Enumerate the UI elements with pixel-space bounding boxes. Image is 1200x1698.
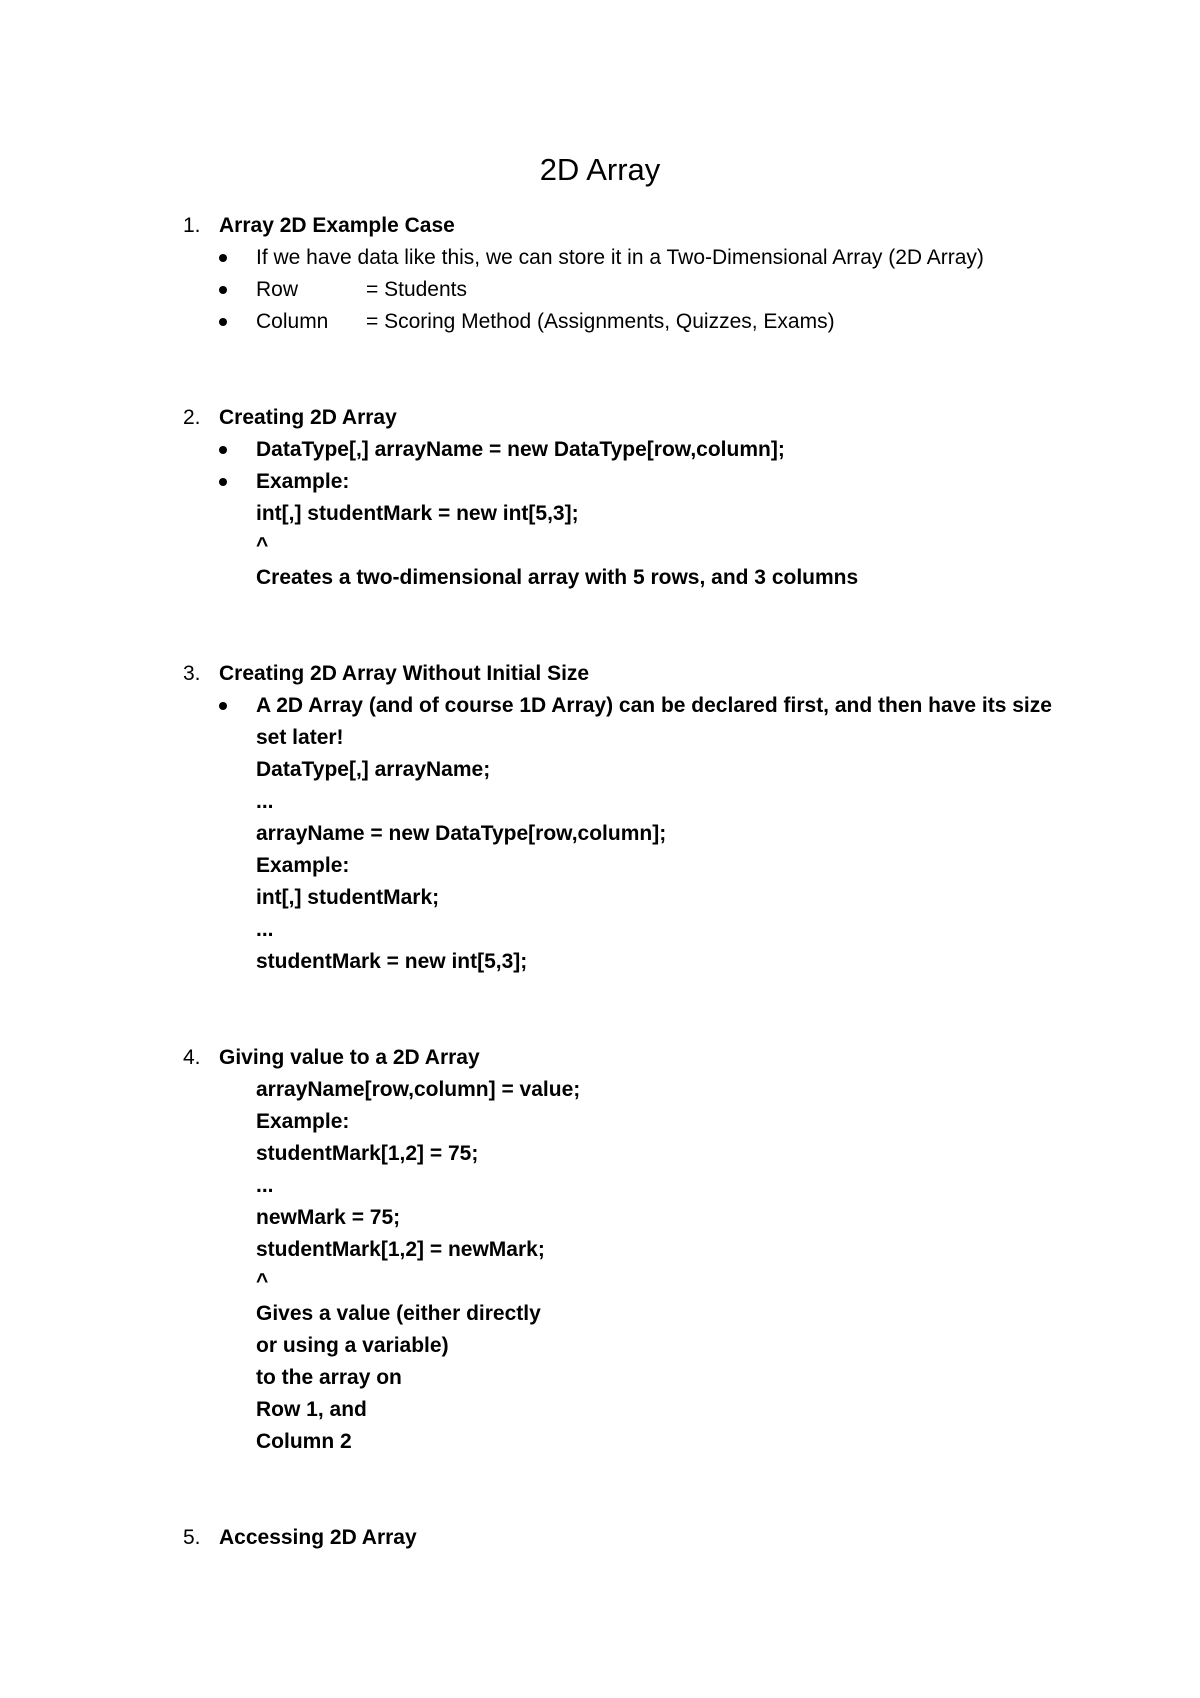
- bullet-icon: [219, 286, 227, 294]
- section-5-number: 5.: [183, 1526, 201, 1549]
- row-value: = Students: [366, 278, 467, 301]
- section-4-line: ^: [256, 1270, 269, 1293]
- section-4-line: to the array on: [256, 1366, 402, 1389]
- section-2-bullet-1: DataType[,] arrayName = new DataType[row,column];: [256, 438, 785, 461]
- section-1-bullet-2: [256, 274, 467, 306]
- section-4-line: Row 1, and: [256, 1398, 367, 1421]
- section-1-bullet-3: [256, 306, 835, 338]
- section-3-line: set later!: [256, 726, 344, 749]
- section-4-line: Example:: [256, 1110, 350, 1133]
- section-3-line: DataType[,] arrayName;: [256, 758, 491, 781]
- section-3-heading: Creating 2D Array Without Initial Size: [219, 662, 590, 685]
- section-3-line: ...: [256, 918, 274, 941]
- bullet-icon: [219, 446, 227, 454]
- section-3-line: int[,] studentMark;: [256, 886, 440, 909]
- row-label: Row: [256, 278, 299, 301]
- section-4-line: or using a variable): [256, 1334, 449, 1357]
- section-2-line: int[,] studentMark = new int[5,3];: [256, 502, 579, 525]
- section-2-heading: Creating 2D Array: [219, 406, 397, 429]
- section-1-number: 1.: [183, 214, 201, 237]
- section-4-line: arrayName[row,column] = value;: [256, 1078, 581, 1101]
- section-4-number: 4.: [183, 1046, 201, 1069]
- section-4-line: Gives a value (either directly: [256, 1302, 541, 1325]
- section-3-number: 3.: [183, 662, 201, 685]
- document-title: 2D Array: [539, 152, 661, 187]
- section-4-line: studentMark[1,2] = newMark;: [256, 1238, 545, 1261]
- bullet-icon: [219, 318, 227, 326]
- section-4-line: newMark = 75;: [256, 1206, 401, 1229]
- section-1-bullet-1: If we have data like this, we can store it in a Two-Dimensional Array (2D Array): [256, 246, 984, 269]
- section-4-line: Column 2: [256, 1430, 352, 1453]
- column-value: = Scoring Method (Assignments, Quizzes, Exams): [366, 310, 835, 333]
- section-2-line: Creates a two-dimensional array with 5 rows, and 3 columns: [256, 566, 859, 589]
- bullet-icon: [219, 254, 227, 262]
- section-2-line: ^: [256, 534, 269, 557]
- section-4-line: studentMark[1,2] = 75;: [256, 1142, 479, 1165]
- section-3-line: studentMark = new int[5,3];: [256, 950, 528, 973]
- section-4-line: ...: [256, 1174, 274, 1197]
- section-3-line: ...: [256, 790, 274, 813]
- section-3-line: arrayName = new DataType[row,column];: [256, 822, 667, 845]
- section-3-line: Example:: [256, 854, 350, 877]
- column-label: Column: [256, 310, 329, 333]
- section-3-bullet-1: A 2D Array (and of course 1D Array) can be declared first, and then have its size: [256, 694, 1052, 717]
- section-4-heading: Giving value to a 2D Array: [219, 1046, 480, 1069]
- bullet-icon: [219, 478, 227, 486]
- section-2-bullet-2: Example:: [256, 470, 350, 493]
- section-1-heading: Array 2D Example Case: [219, 214, 455, 237]
- bullet-icon: [219, 702, 227, 710]
- section-5-heading: Accessing 2D Array: [219, 1526, 417, 1549]
- section-2-number: 2.: [183, 406, 201, 429]
